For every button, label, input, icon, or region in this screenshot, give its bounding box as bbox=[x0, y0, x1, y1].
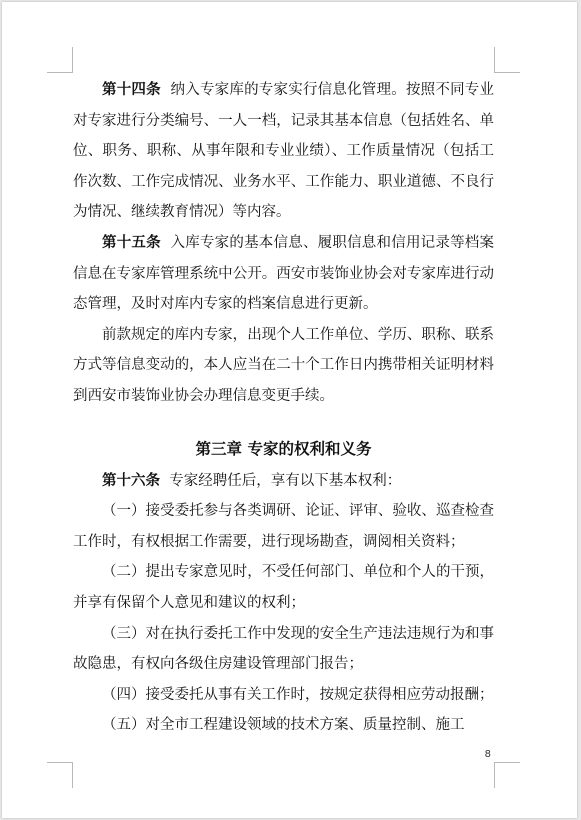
article-15-clause-2-text: 前款规定的库内专家，出现个人工作单位、学历、职称、联系方式等信息变动的，本人应当在二十个工作日内携带相关证明材料到西安市装饰业协会办理信息变更手续。 bbox=[73, 326, 494, 404]
right-item-4-text: （四）接受委托从事有关工作时，按规定获得相应劳动报酬； bbox=[102, 686, 494, 703]
right-item-2 bbox=[73, 557, 494, 618]
crop-mark-bottom-right-v bbox=[494, 762, 495, 788]
article-15-clause-2 bbox=[73, 320, 494, 412]
document-body bbox=[73, 75, 494, 741]
document-page bbox=[2, 2, 577, 818]
right-item-4 bbox=[73, 680, 494, 711]
article-16-paragraph bbox=[73, 466, 494, 497]
right-item-5 bbox=[73, 710, 494, 741]
article-16-text: 专家经聘任后，享有以下基本权利： bbox=[169, 472, 402, 489]
article-14-paragraph bbox=[73, 75, 494, 228]
right-item-1 bbox=[73, 496, 494, 557]
crop-mark-top-left-h bbox=[47, 72, 73, 73]
right-item-2-text: （二）提出专家意见时，不受任何部门、单位和个人的干预，并享有保留个人意见和建议的权利； bbox=[73, 564, 494, 611]
crop-mark-top-right-h bbox=[494, 72, 520, 73]
crop-mark-top-right-v bbox=[494, 47, 495, 73]
right-item-3 bbox=[73, 619, 494, 680]
right-item-5-text: （五）对全市工程建设领域的技术方案、质量控制、施工 bbox=[102, 717, 465, 734]
article-14-text: 纳入专家库的专家实行信息化管理。按照不同专业对专家进行分类编号、一人一档，记录其基本信息（包括姓名、单位、职务、职称、从事年限和专业业绩）、工作质量情况（包括工作次数、工作完成情况、业务水平、工作能力、职业道德、不良行为情况、继续教育情况）等内容。 bbox=[73, 82, 495, 221]
crop-mark-bottom-left-v bbox=[72, 762, 73, 788]
crop-mark-bottom-left-h bbox=[47, 762, 73, 763]
article-15-text: 入库专家的基本信息、履职信息和信用记录等档案信息在专家库管理系统中公开。西安市装饰业协会对专家库进行动态管理，及时对库内专家的档案信息进行更新。 bbox=[73, 234, 495, 313]
article-16-label: 第十六条 bbox=[102, 471, 160, 489]
right-item-1-text: （一）接受委托参与各类调研、论证、评审、验收、巡查检查工作时，有权根据工作需要，进行现场勘查，调阅相关资料； bbox=[73, 503, 494, 550]
crop-mark-bottom-right-h bbox=[494, 762, 520, 763]
article-14-label: 第十四条 bbox=[102, 81, 161, 98]
article-15-paragraph bbox=[73, 228, 494, 320]
page-number: 8 bbox=[484, 749, 491, 760]
chapter-title: 第三章 专家的权利和义务 bbox=[195, 439, 372, 458]
right-item-3-text: （三）对在执行委托工作中发现的安全生产违法违规行为和事故隐患，有权向各级住房建设管理部门报告； bbox=[73, 625, 494, 673]
article-15-label: 第十五条 bbox=[102, 233, 161, 251]
crop-mark-top-left-v bbox=[72, 47, 73, 73]
